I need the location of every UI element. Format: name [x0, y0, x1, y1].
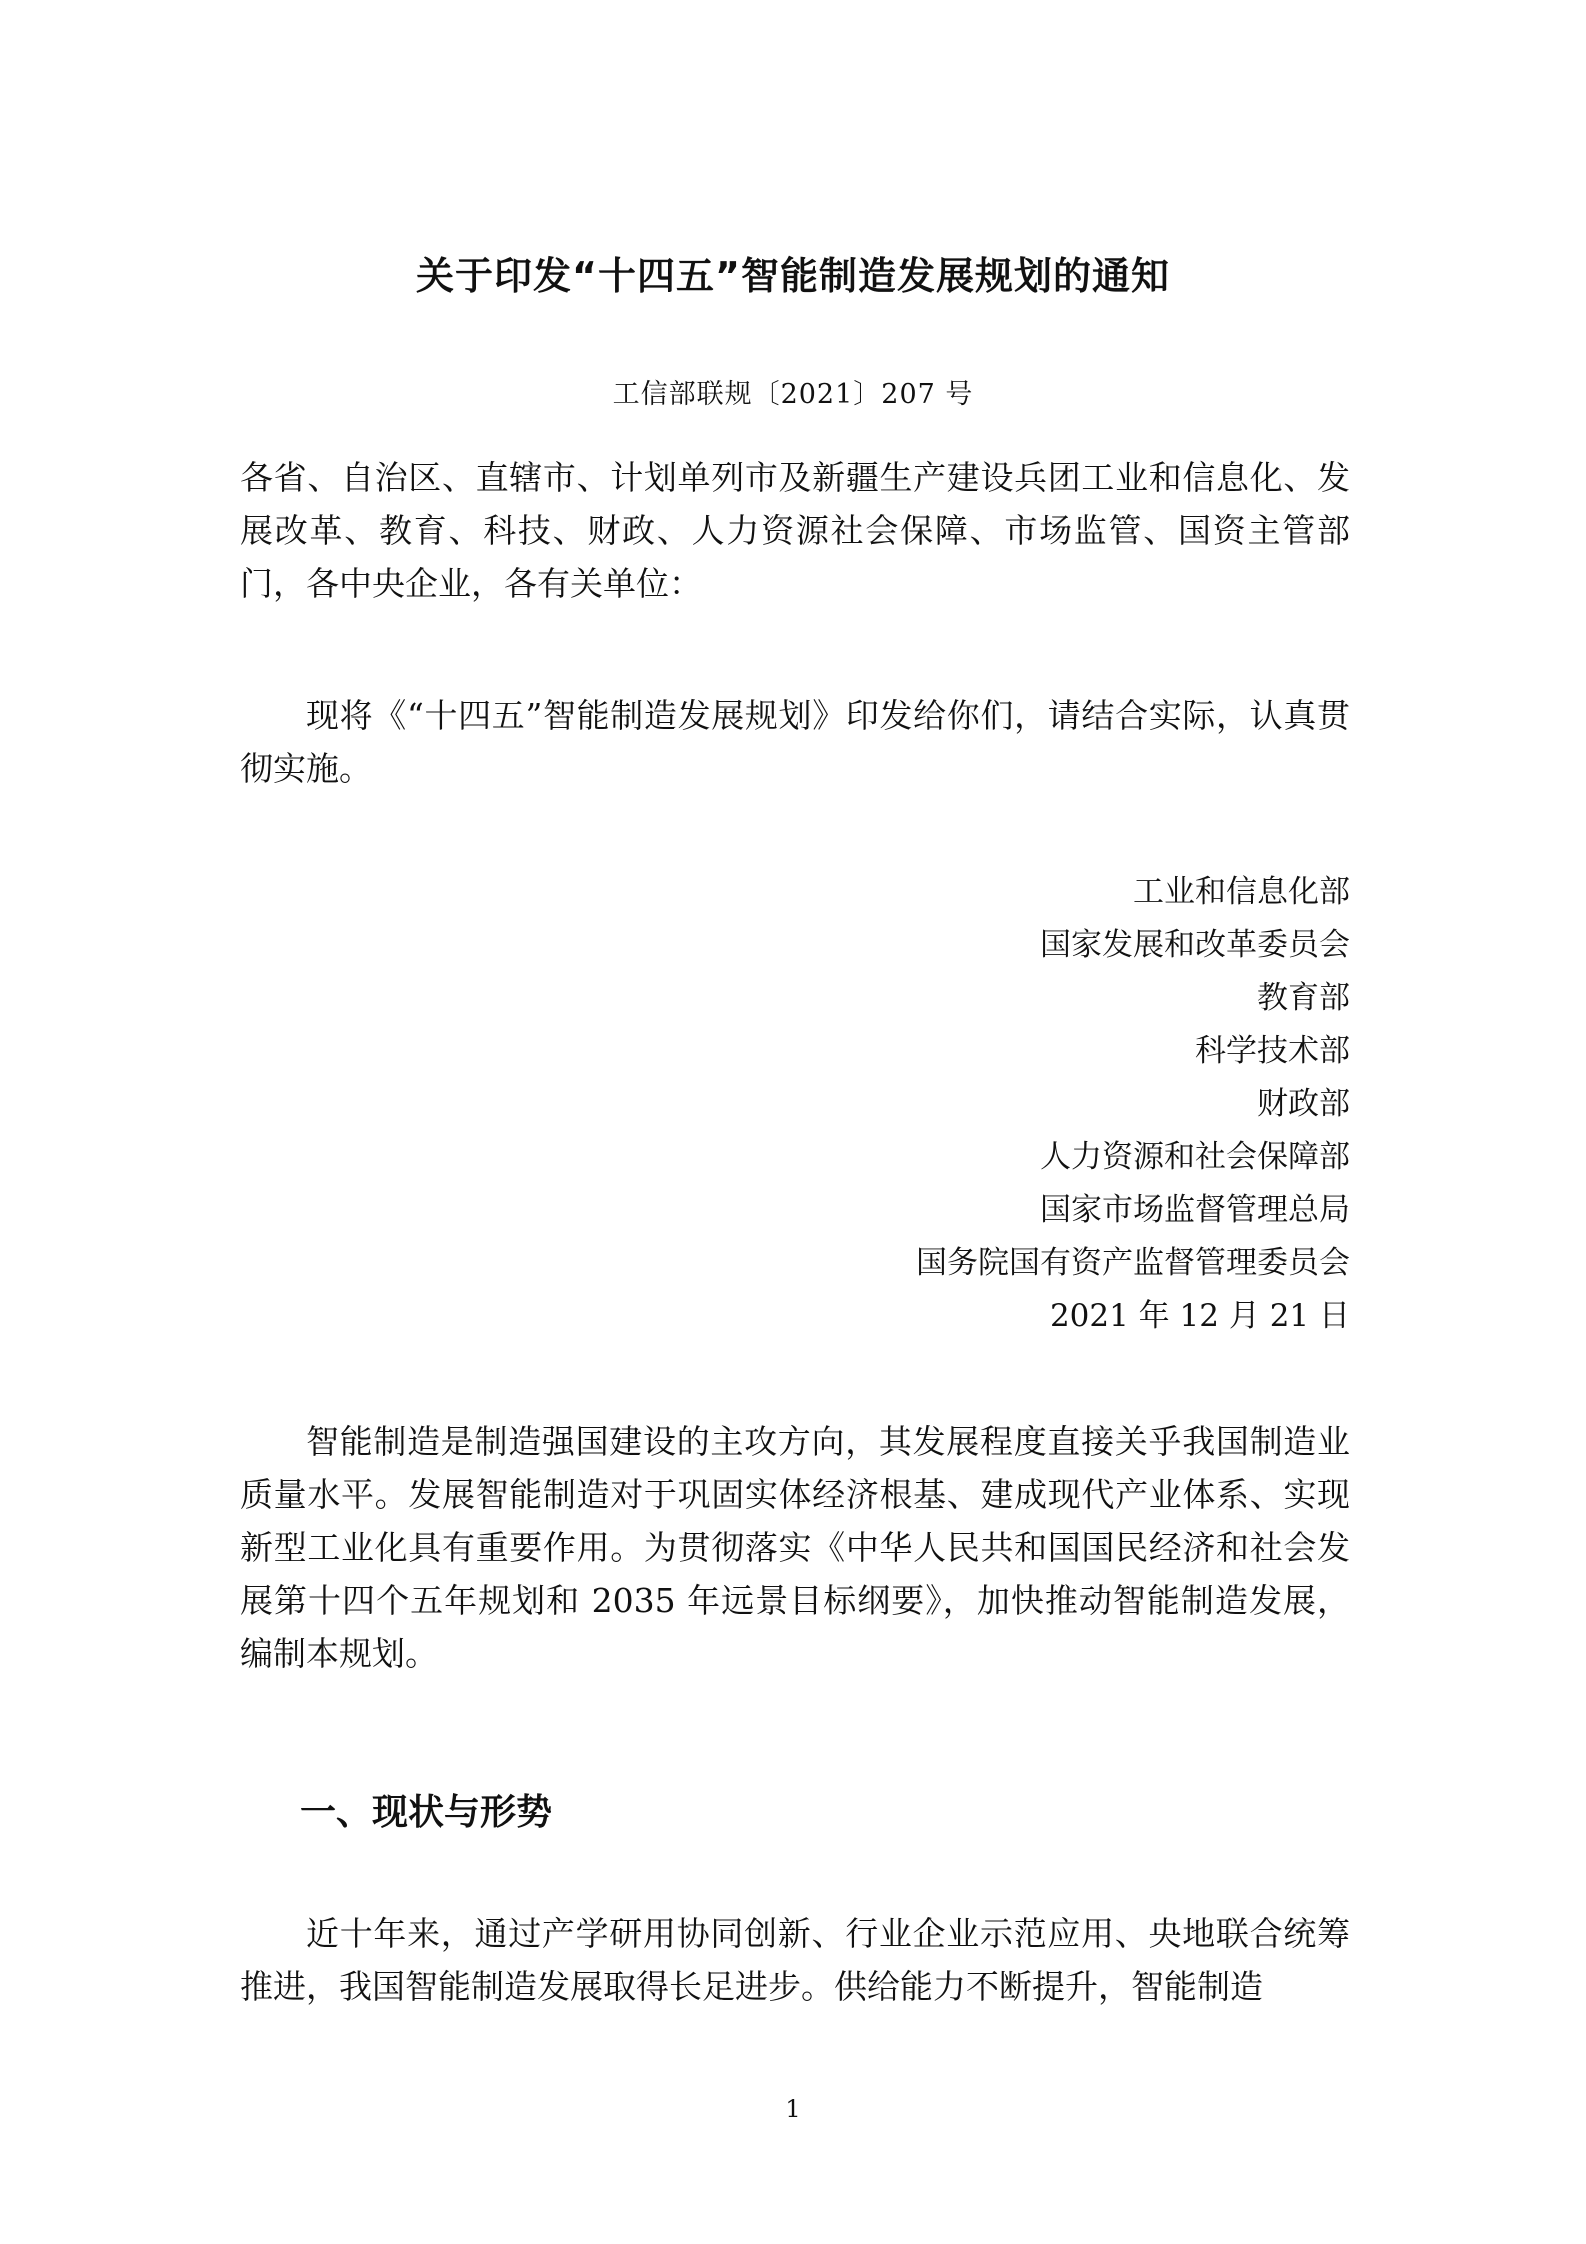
issuer-name: 人力资源和社会保障部 — [1040, 1139, 1350, 1175]
section-paragraph: 近十年来，通过产学研用协同创新、行业企业示范应用、央地联合统筹推进，我国智能制造发展取得长足进步。供给能力不断提升，智能制造 — [240, 1914, 1350, 2006]
issuer-name: 工业和信息化部 — [1133, 874, 1350, 910]
issuer-name: 财政部 — [1257, 1086, 1350, 1122]
issuer-name: 科学技术部 — [1195, 1033, 1350, 1069]
issuer-name: 国家市场监督管理总局 — [1040, 1192, 1350, 1228]
issuer-name: 国家发展和改革委员会 — [1040, 927, 1350, 963]
notice-paragraph: 现将《“十四五”智能制造发展规划》印发给你们，请结合实际，认真贯彻实施。 — [240, 696, 1350, 788]
intro-paragraph: 智能制造是制造强国建设的主攻方向，其发展程度直接关乎我国制造业质量水平。发展智能制造对于巩固实体经济根基、建成现代产业体系、实现新型工业化具有重要作用。为贯彻落实《中华人民共和国国民经济和社会发展第十四个五年规划和 2035 年远景目标纲要》，加快推动智能制造发展，编制本规划。 — [240, 1422, 1350, 1673]
section-heading: 一、现状与形势 — [300, 1792, 553, 1833]
issue-date: 2021 年 12 月 21 日 — [1049, 1298, 1350, 1334]
issuer-name: 教育部 — [1257, 980, 1350, 1016]
addressee-paragraph: 各省、自治区、直辖市、计划单列市及新疆生产建设兵团工业和信息化、发展改革、教育、科技、财政、人力资源社会保障、市场监管、国资主管部门，各中央企业，各有关单位： — [240, 458, 1350, 603]
document-number: 工信部联规〔2021〕207 号 — [612, 379, 974, 410]
issuer-signature-block — [650, 866, 1350, 1343]
page-number: 1 — [785, 2095, 801, 2123]
document-title: 关于印发“十四五”智能制造发展规划的通知 — [416, 254, 1170, 298]
issuer-name: 国务院国有资产监督管理委员会 — [916, 1245, 1350, 1281]
